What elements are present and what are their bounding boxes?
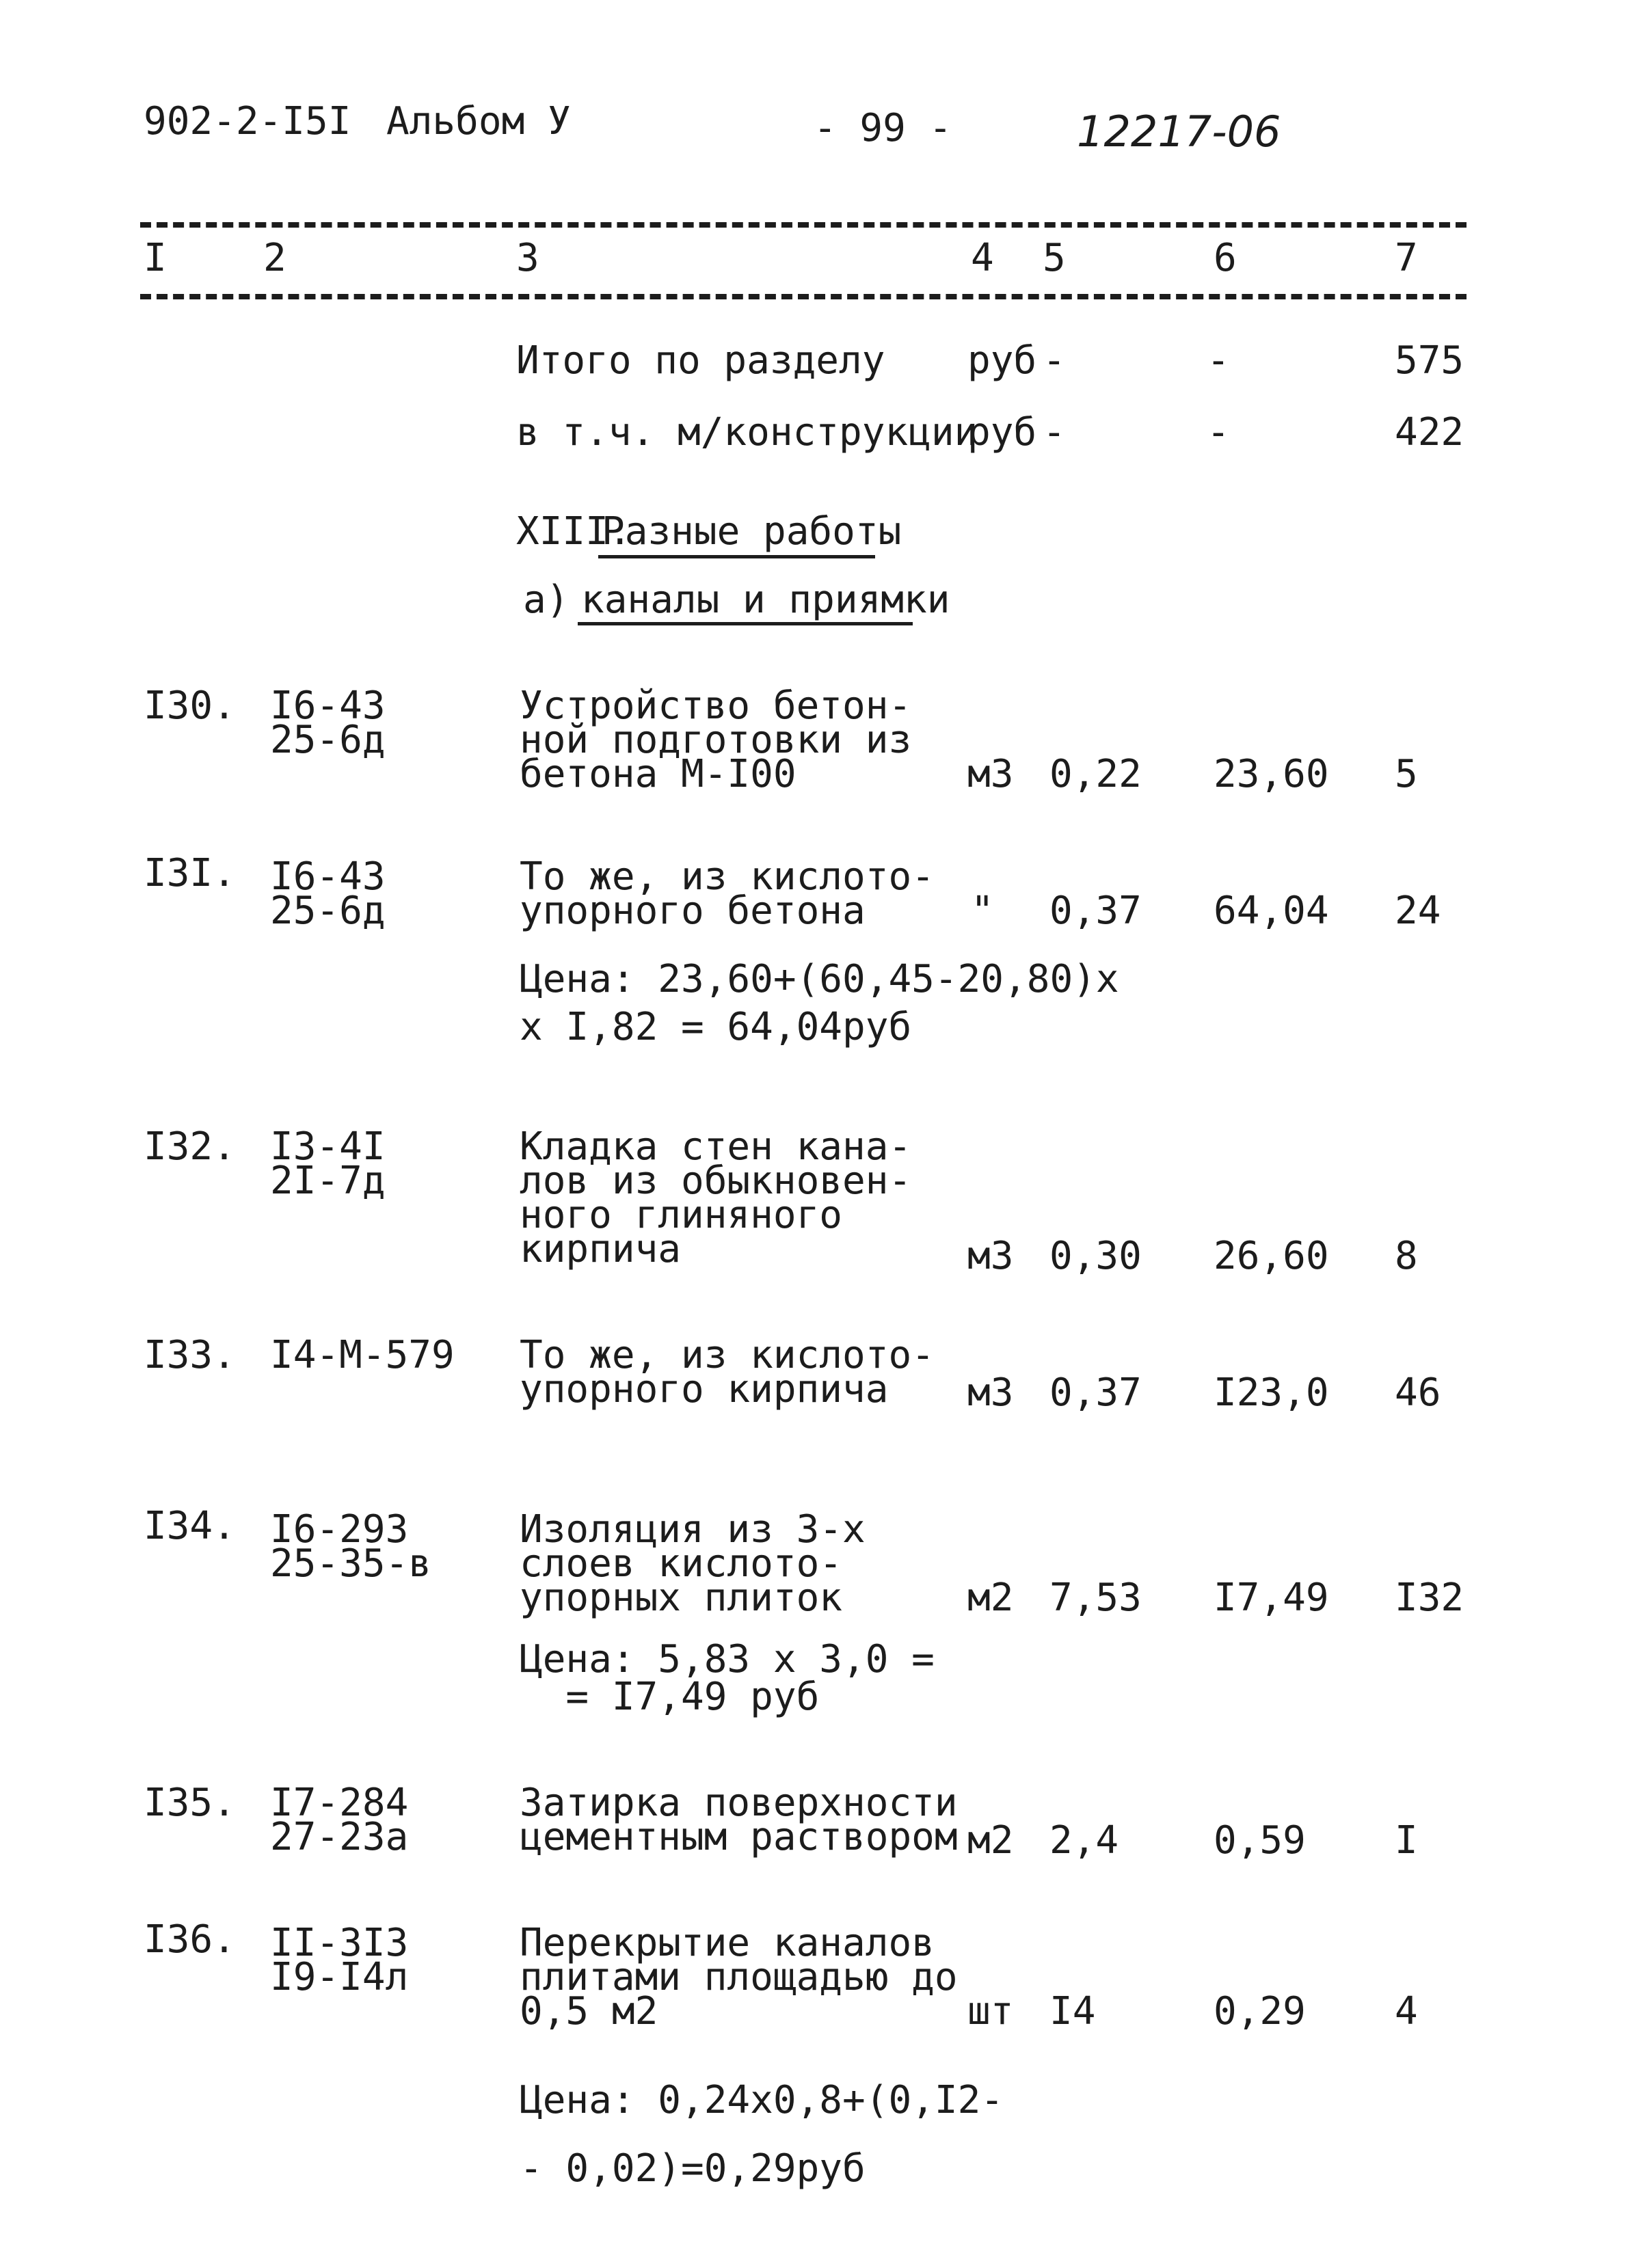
header-rule-top — [140, 222, 1467, 228]
subsection-title-underline — [578, 622, 913, 625]
row-unit: шт — [967, 1989, 1014, 2034]
price-note-line: - 0,02)=0,29руб — [520, 2146, 866, 2191]
row-unit: м3 — [967, 752, 1014, 796]
row-description-line: 0,5 м2 — [520, 1989, 658, 2034]
row-code: II-3I3 — [270, 1921, 409, 1965]
page-number: - 99 - — [814, 106, 952, 150]
row-description-line: Кладка стен кана- — [520, 1124, 912, 1169]
row-unit-price: 26,60 — [1214, 1234, 1329, 1278]
row-description-line: упорного бетона — [520, 889, 866, 933]
row-quantity: 2,4 — [1049, 1818, 1119, 1863]
row-description-line: плитами площадью до — [520, 1955, 958, 1999]
row-description-line: ного глиняного — [520, 1193, 843, 1237]
row-code: 2I-7д — [270, 1159, 386, 1203]
row-description-line: упорных плиток — [520, 1576, 843, 1620]
row-unit: м3 — [967, 1371, 1014, 1415]
row-unit-price: 0,59 — [1214, 1818, 1306, 1863]
row-description-line: То же, из кислото- — [520, 854, 935, 899]
row-description-line: Затирка поверхности — [520, 1781, 958, 1825]
row-unit-price: 64,04 — [1214, 889, 1329, 933]
row-quantity: 0,30 — [1049, 1234, 1142, 1278]
row-description-line: То же, из кислото- — [520, 1333, 935, 1377]
row-number: I34. — [144, 1504, 236, 1548]
price-note-line: = I7,49 руб — [520, 1675, 820, 1719]
row-description-line: упорного кирпича — [520, 1367, 889, 1412]
column-header-5: 5 — [1043, 236, 1066, 280]
row-description-line: кирпича — [520, 1227, 682, 1271]
row-quantity: I4 — [1049, 1989, 1096, 2034]
row-total: I — [1395, 1818, 1418, 1863]
row-description-line: ной подготовки из — [520, 718, 912, 762]
row-unit-price: I23,0 — [1214, 1371, 1329, 1415]
row-unit-price: I7,49 — [1214, 1576, 1329, 1620]
subsection-title: каналы и приямки — [581, 578, 950, 622]
summary-unit: руб — [967, 410, 1037, 455]
row-total: 4 — [1395, 1989, 1418, 2034]
column-header-7: 7 — [1395, 236, 1418, 280]
row-code: 27-23а — [270, 1815, 409, 1859]
summary-col6: - — [1207, 410, 1230, 455]
handwritten-number: 12217-06 — [1077, 107, 1281, 157]
summary-col5: - — [1043, 410, 1066, 455]
column-header-6: 6 — [1214, 236, 1237, 280]
section-number: XIII. — [516, 509, 632, 554]
row-code: I3-4I — [270, 1124, 386, 1169]
summary-col7: 575 — [1395, 338, 1464, 383]
subsection-prefix: а) — [523, 578, 570, 622]
row-number: I30. — [144, 684, 236, 728]
row-description-line: Перекрытие каналов — [520, 1921, 935, 1965]
summary-col5: - — [1043, 338, 1066, 383]
section-title: Разные работы — [602, 509, 902, 554]
summary-label: в т.ч. м/конструкции — [516, 410, 978, 455]
row-description-line: лов из обыкновен- — [520, 1159, 912, 1203]
column-header-2: 2 — [263, 236, 286, 280]
section-title-underline — [598, 555, 875, 558]
row-total: I32 — [1395, 1576, 1464, 1620]
row-quantity: 0,37 — [1049, 889, 1142, 933]
column-header-4: 4 — [971, 236, 994, 280]
row-total: 5 — [1395, 752, 1418, 796]
summary-label: Итого по разделу — [516, 338, 885, 383]
row-code: I4-М-579 — [270, 1333, 455, 1377]
row-total: 8 — [1395, 1234, 1418, 1278]
row-unit-price: 23,60 — [1214, 752, 1329, 796]
column-header-1: I — [144, 236, 167, 280]
row-description-line: бетона М-I00 — [520, 752, 796, 796]
row-code: I6-43 — [270, 684, 386, 728]
row-unit: м3 — [967, 1234, 1014, 1278]
row-description-line: цементным раствором — [520, 1815, 958, 1859]
price-note-line: Цена: 5,83 х 3,0 = — [520, 1637, 935, 1682]
row-number: I33. — [144, 1333, 236, 1377]
row-code: I6-293 — [270, 1507, 409, 1552]
summary-col6: - — [1207, 338, 1230, 383]
header-rule-bottom — [140, 294, 1467, 299]
summary-col7: 422 — [1395, 410, 1464, 455]
row-code: I7-284 — [270, 1781, 409, 1825]
row-unit: " — [971, 889, 994, 933]
row-description-line: Изоляция из 3-х — [520, 1507, 866, 1552]
summary-unit: руб — [967, 338, 1037, 383]
row-quantity: 0,22 — [1049, 752, 1142, 796]
price-note-line: Цена: 0,24х0,8+(0,I2- — [520, 2078, 1004, 2122]
row-total: 46 — [1395, 1371, 1441, 1415]
album-label: Альбом У — [386, 99, 571, 144]
row-number: I36. — [144, 1917, 236, 1962]
row-total: 24 — [1395, 889, 1441, 933]
column-header-3: 3 — [516, 236, 539, 280]
row-code: 25-6д — [270, 889, 386, 933]
row-description-line: слоев кислото- — [520, 1541, 843, 1586]
row-code: I6-43 — [270, 854, 386, 899]
row-description-line: Устройство бетон- — [520, 684, 912, 728]
row-quantity: 0,37 — [1049, 1371, 1142, 1415]
row-code: I9-I4л — [270, 1955, 409, 1999]
row-unit-price: 0,29 — [1214, 1989, 1306, 2034]
row-number: I35. — [144, 1781, 236, 1825]
row-number: I32. — [144, 1124, 236, 1169]
row-unit: м2 — [967, 1576, 1014, 1620]
row-code: 25-35-в — [270, 1541, 432, 1586]
row-unit: м2 — [967, 1818, 1014, 1863]
row-quantity: 7,53 — [1049, 1576, 1142, 1620]
row-code: 25-6д — [270, 718, 386, 762]
price-note-line: х I,82 = 64,04руб — [520, 1005, 912, 1049]
row-number: I3I. — [144, 851, 236, 895]
document-code: 902-2-I5I — [144, 99, 351, 144]
price-note-line: Цена: 23,60+(60,45-20,80)х — [520, 957, 1119, 1001]
